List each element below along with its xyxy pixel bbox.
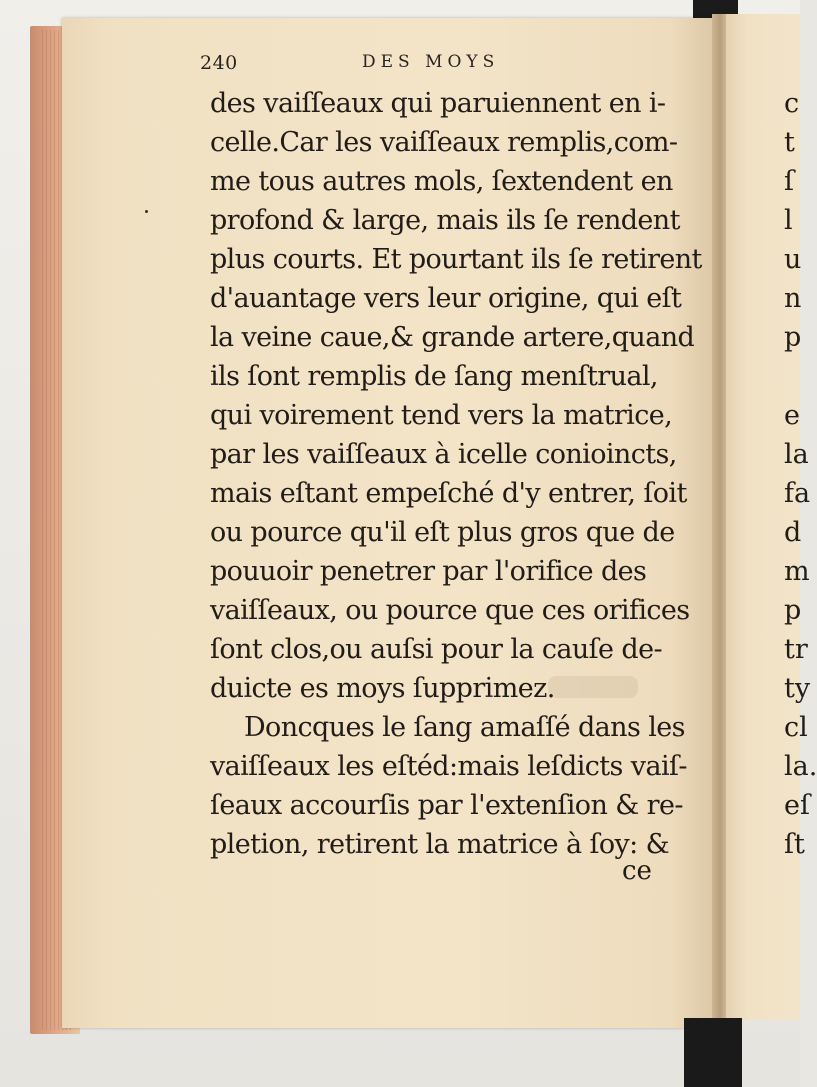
text-line: profond & large, mais ils ſe rendent <box>210 205 680 236</box>
text-line: d'auantage vers leur origine, qui eſt <box>210 283 682 314</box>
facing-fragment: p <box>784 595 802 626</box>
text-line: me tous autres mols, ſextendent en <box>210 166 673 197</box>
facing-fragment: fa <box>784 478 811 509</box>
page-number: 240 <box>200 52 238 74</box>
facing-fragment: d <box>784 517 802 548</box>
text-line: ſont clos,ou auſsi pour la cauſe de- <box>210 634 662 665</box>
text-line: vaiſſeaux, ou pource que ces orifices <box>210 595 690 626</box>
text-line: plus courts. Et pourtant ils ſe retirent <box>210 244 702 275</box>
facing-fragment: e <box>784 400 800 431</box>
facing-page-text <box>784 84 817 864</box>
facing-fragment: eſ <box>784 790 810 821</box>
page-header <box>200 52 660 76</box>
body-text <box>210 84 702 864</box>
facing-fragment: ty <box>784 673 811 704</box>
text-line: celle.Car les vaiſſeaux remplis,com- <box>210 127 678 158</box>
scanner-shadow-bottom <box>684 1018 742 1087</box>
facing-fragment: p <box>784 322 802 353</box>
facing-fragment <box>784 357 800 396</box>
text-line: qui voirement tend vers la matrice, <box>210 400 673 431</box>
facing-fragment: la <box>784 439 809 470</box>
text-line: Doncques le ſang amaſſé dans les <box>244 712 685 743</box>
text-line: mais eſtant empeſché d'y entrer, ſoit <box>210 478 687 509</box>
catchword: ce <box>622 856 652 886</box>
facing-fragment: cl <box>784 712 808 743</box>
text-line: pletion, retirent la matrice à ſoy: & <box>210 829 670 860</box>
facing-fragment: ſ <box>784 166 794 197</box>
facing-fragment: u <box>784 244 802 275</box>
facing-fragment: la. <box>784 751 817 782</box>
text-line: pouuoir penetrer par l'orifice des <box>210 556 647 587</box>
text-line: ou pource qu'il eſt plus gros que de <box>210 517 675 548</box>
facing-fragment: tr <box>784 634 808 665</box>
ink-speck <box>145 210 148 213</box>
text-line: duicte es moys ſupprimez. <box>210 673 555 704</box>
facing-fragment: l <box>784 205 793 236</box>
running-title: DES MOYS <box>362 52 500 72</box>
text-line: ils ſont remplis de ſang menſtrual, <box>210 361 658 392</box>
text-line: vaiſſeaux les eſtéd:mais leſdicts vaiſ- <box>210 751 687 782</box>
facing-fragment: c <box>784 88 800 119</box>
facing-fragment: ſt <box>784 829 805 860</box>
text-line: par les vaiſſeaux à icelle conioincts, <box>210 439 677 470</box>
facing-fragment: m <box>784 556 810 587</box>
text-line: ſeaux accourſis par l'extenſion & re- <box>210 790 683 821</box>
text-line: des vaiſſeaux qui paruiennent en i- <box>210 88 666 119</box>
facing-fragment: t <box>784 127 795 158</box>
text-line: la veine caue,& grande artere,quand <box>210 322 695 353</box>
facing-fragment: n <box>784 283 802 314</box>
